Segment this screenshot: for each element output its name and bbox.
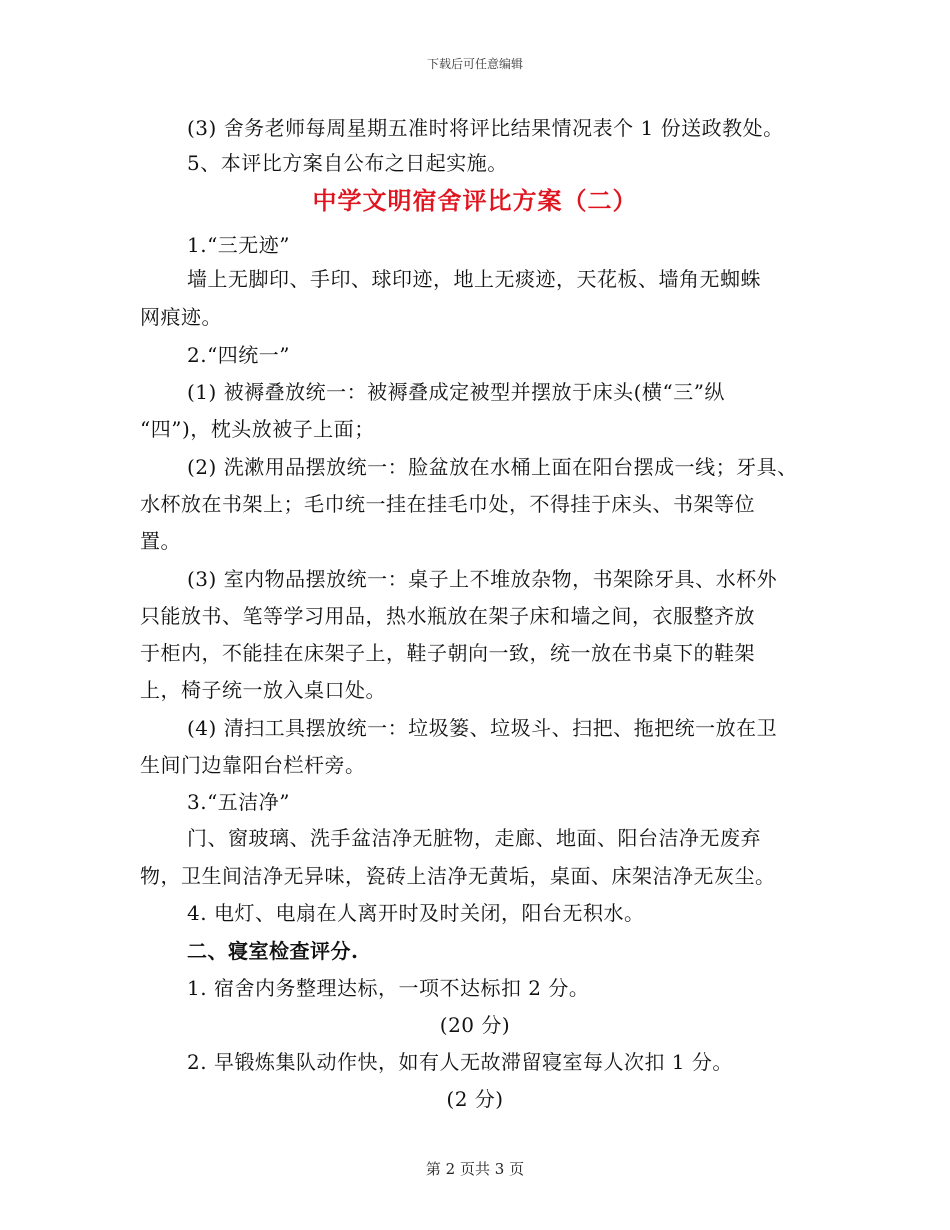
paragraph-line: 门、窗玻璃、洗手盆洁净无脏物，走廊、地面、阳台洁净无废弃 (187, 826, 761, 850)
section-title: 中学文明宿舍评比方案（二） (312, 186, 638, 215)
list-heading: 3.“五洁净” (187, 790, 291, 814)
paragraph-line: 墙上无脚印、手印、球印迹，地上无痰迹，天花板、墙角无蜘蛛 (187, 267, 761, 291)
paragraph-line: 5、本评比方案自公布之日起实施。 (187, 151, 508, 175)
page-header: 下载后可任意编辑 (426, 57, 523, 71)
paragraph-line: (4) 清扫工具摆放统一：垃圾篓、垃圾斗、扫把、拖把统一放在卫 (187, 716, 778, 740)
paragraph-line: 生间门边靠阳台栏杆旁。 (140, 753, 366, 777)
section-heading: 二、寝室检查评分. (187, 939, 359, 963)
paragraph-line: 置。 (140, 529, 181, 553)
page-footer: 第 2 页共 3 页 (425, 1160, 525, 1178)
paragraph-line: 1. 宿舍内务整理达标，一项不达标扣 2 分。 (187, 976, 590, 1000)
paragraph-line: (2) 洗漱用品摆放统一：脸盆放在水桶上面在阳台摆成一线；牙具、 (187, 455, 798, 479)
list-heading: 2.“四统一” (187, 343, 291, 367)
paragraph-line: “四”)，枕头放被子上面； (140, 417, 375, 441)
paragraph-line: 4. 电灯、电扇在人离开时及时关闭，阳台无积水。 (187, 901, 645, 925)
paragraph-line: 2. 早锻炼集队动作快，如有人无故滞留寝室每人次扣 1 分。 (187, 1050, 733, 1074)
list-heading: 1.“三无迹” (187, 233, 291, 257)
score-line: (2 分) (446, 1087, 504, 1111)
paragraph-line: (1) 被褥叠放统一：被褥叠成定被型并摆放于床头(横“三”纵 (187, 380, 725, 404)
paragraph-line: 只能放书、笔等学习用品，热水瓶放在架子床和墙之间，衣服整齐放 (140, 604, 755, 628)
paragraph-line: (3) 舍务老师每周星期五准时将评比结果情况表个 1 份送政教处。 (187, 116, 784, 140)
paragraph-line: 水杯放在书架上；毛巾统一挂在挂毛巾处，不得挂于床头、书架等位 (140, 492, 755, 516)
paragraph-line: (3) 室内物品摆放统一：桌子上不堆放杂物，书架除牙具、水杯外 (187, 567, 778, 591)
paragraph-line: 物，卫生间洁净无异味，瓷砖上洁净无黄垢，桌面、床架洁净无灰尘。 (140, 864, 776, 888)
paragraph-line: 于柜内，不能挂在床架子上，鞋子朝向一致，统一放在书桌下的鞋架 (140, 641, 755, 665)
paragraph-line: 上，椅子统一放入桌口处。 (140, 678, 386, 702)
score-line: (20 分) (439, 1013, 511, 1037)
paragraph-line: 网痕迹。 (140, 305, 222, 329)
